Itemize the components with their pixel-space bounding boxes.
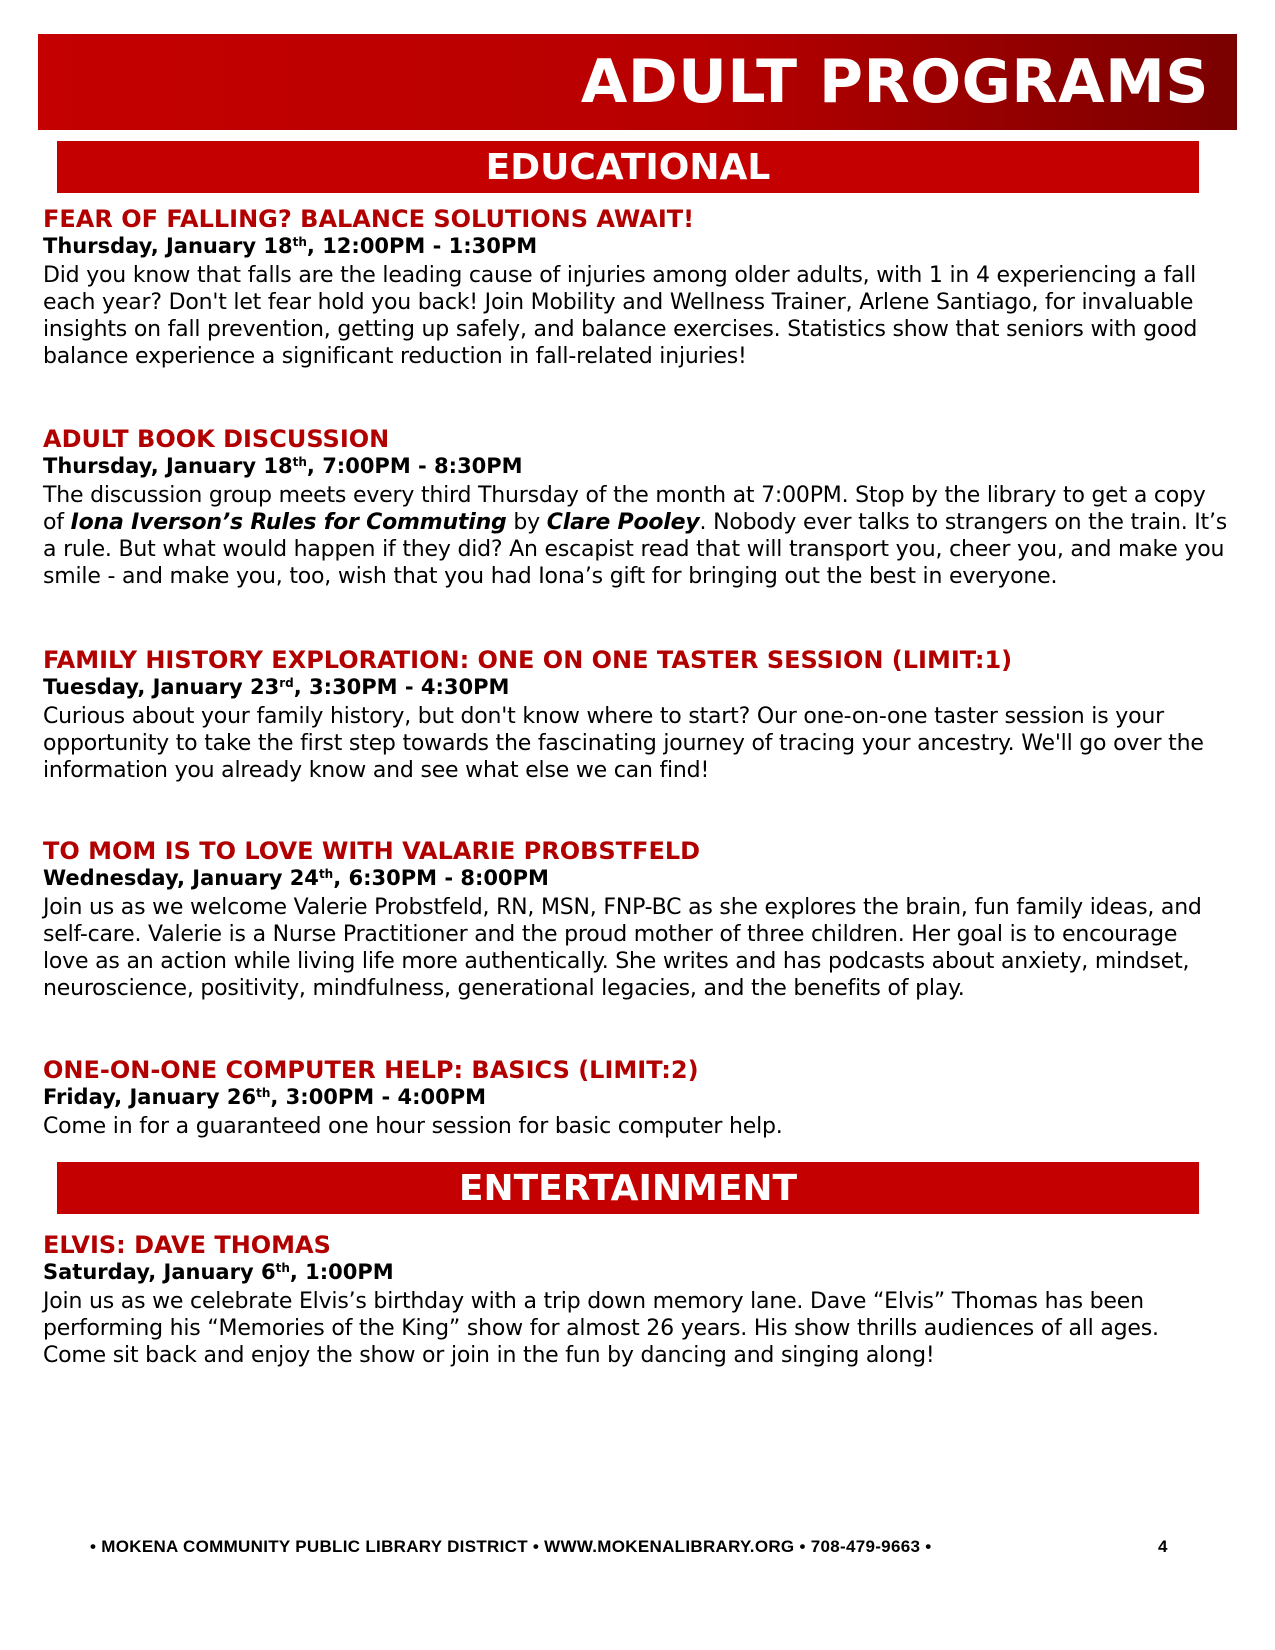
program-date: Wednesday, January 24th, 6:30PM - 8:00PM	[43, 866, 549, 890]
program-title: ADULT BOOK DISCUSSION	[43, 425, 390, 453]
page-footer	[0, 1537, 1275, 1561]
program-date: Thursday, January 18th, 7:00PM - 8:30PM	[43, 454, 523, 478]
program-description: Curious about your family history, but don't know where to start? Our one-on-one taster session is your opportunity to take the first step towards the fascinating journey of tracing your ancestry. We'll go over the information you already know and see what else we can find!	[43, 704, 1204, 783]
program-date: Saturday, January 6th, 1:00PM	[43, 1260, 394, 1284]
section-header-educational: EDUCATIONAL	[57, 141, 1199, 193]
program-description: Join us as we welcome Valerie Probstfeld, RN, MSN, FNP-BC as she explores the brain, fun family ideas, and self-care. Valerie is a Nurse Practitioner and the proud mother of three children. Her goal is to encourage love as an action while living life more authentically. She writes and has podcasts about anxiety, mindset, neuroscience, positivity, mindfulness, generational legacies, and the benefits of play.	[43, 895, 1202, 1001]
program-book-discussion	[43, 425, 1228, 590]
program-title: TO MOM IS TO LOVE WITH VALARIE PROBSTFELD	[43, 837, 701, 865]
program-date: Thursday, January 18th, 12:00PM - 1:30PM	[43, 234, 538, 258]
program-title: FAMILY HISTORY EXPLORATION: ONE ON ONE TASTER SESSION (LIMIT:1)	[43, 646, 1013, 674]
footer-contact-line: • MOKENA COMMUNITY PUBLIC LIBRARY DISTRICT • WWW.MOKENALIBRARY.ORG • 708-479-9663 •	[90, 1537, 932, 1556]
page-title: ADULT PROGRAMS	[580, 47, 1209, 117]
book-title: Iona Iverson’s Rules for Commuting	[70, 510, 507, 535]
program-title: FEAR OF FALLING? BALANCE SOLUTIONS AWAIT!	[43, 205, 695, 233]
program-description: Did you know that falls are the leading cause of injuries among older adults, with 1 in 4 experiencing a fall each year? Don't let fear hold you back! Join Mobility and Wellness Trainer, Arlene Santiago, for invaluable insights on fall prevention, getting up safely, and balance exercises. Statistics show that seniors with good balance experience a significant reduction in fall-related injuries!	[43, 263, 1198, 369]
program-description: Join us as we celebrate Elvis’s birthday with a trip down memory lane. Dave “Elvis” Thomas has been performing his “Memories of the King” show for almost 26 years. His show thrills audiences of all ages. Come sit back and enjoy the show or join in the fun by dancing and singing along!	[43, 1289, 1159, 1368]
program-date: Friday, January 26th, 3:00PM - 4:00PM	[43, 1085, 487, 1109]
page-number: 4	[1158, 1537, 1168, 1556]
program-date: Tuesday, January 23rd, 3:30PM - 4:30PM	[43, 675, 510, 699]
program-family-history	[43, 646, 1228, 784]
section-header-entertainment: ENTERTAINMENT	[57, 1162, 1199, 1214]
program-description: The discussion group meets every third Thursday of the month at 7:00PM. Stop by the library to get a copy of Iona Iverson’s Rules for Commuting by Clare Pooley. Nobody ever talks to strangers on the train. It’s a rule. But what would happen if they did? An escapist read that will transport you, cheer you, and make you smile - and make you, too, wish that you had Iona’s gift for bringing out the best in everyone.	[43, 483, 1228, 589]
program-title: ELVIS: DAVE THOMAS	[43, 1231, 331, 1259]
program-computer-help	[43, 1056, 1228, 1140]
program-description: Come in for a guaranteed one hour session for basic computer help.	[43, 1114, 783, 1139]
page-banner	[38, 34, 1237, 130]
program-title: ONE-ON-ONE COMPUTER HELP: BASICS (LIMIT:2)	[43, 1056, 699, 1084]
program-elvis	[43, 1231, 1228, 1369]
program-to-mom-is-to-love	[43, 837, 1228, 1002]
program-fear-of-falling	[43, 205, 1228, 370]
book-author: Clare Pooley	[546, 510, 700, 535]
